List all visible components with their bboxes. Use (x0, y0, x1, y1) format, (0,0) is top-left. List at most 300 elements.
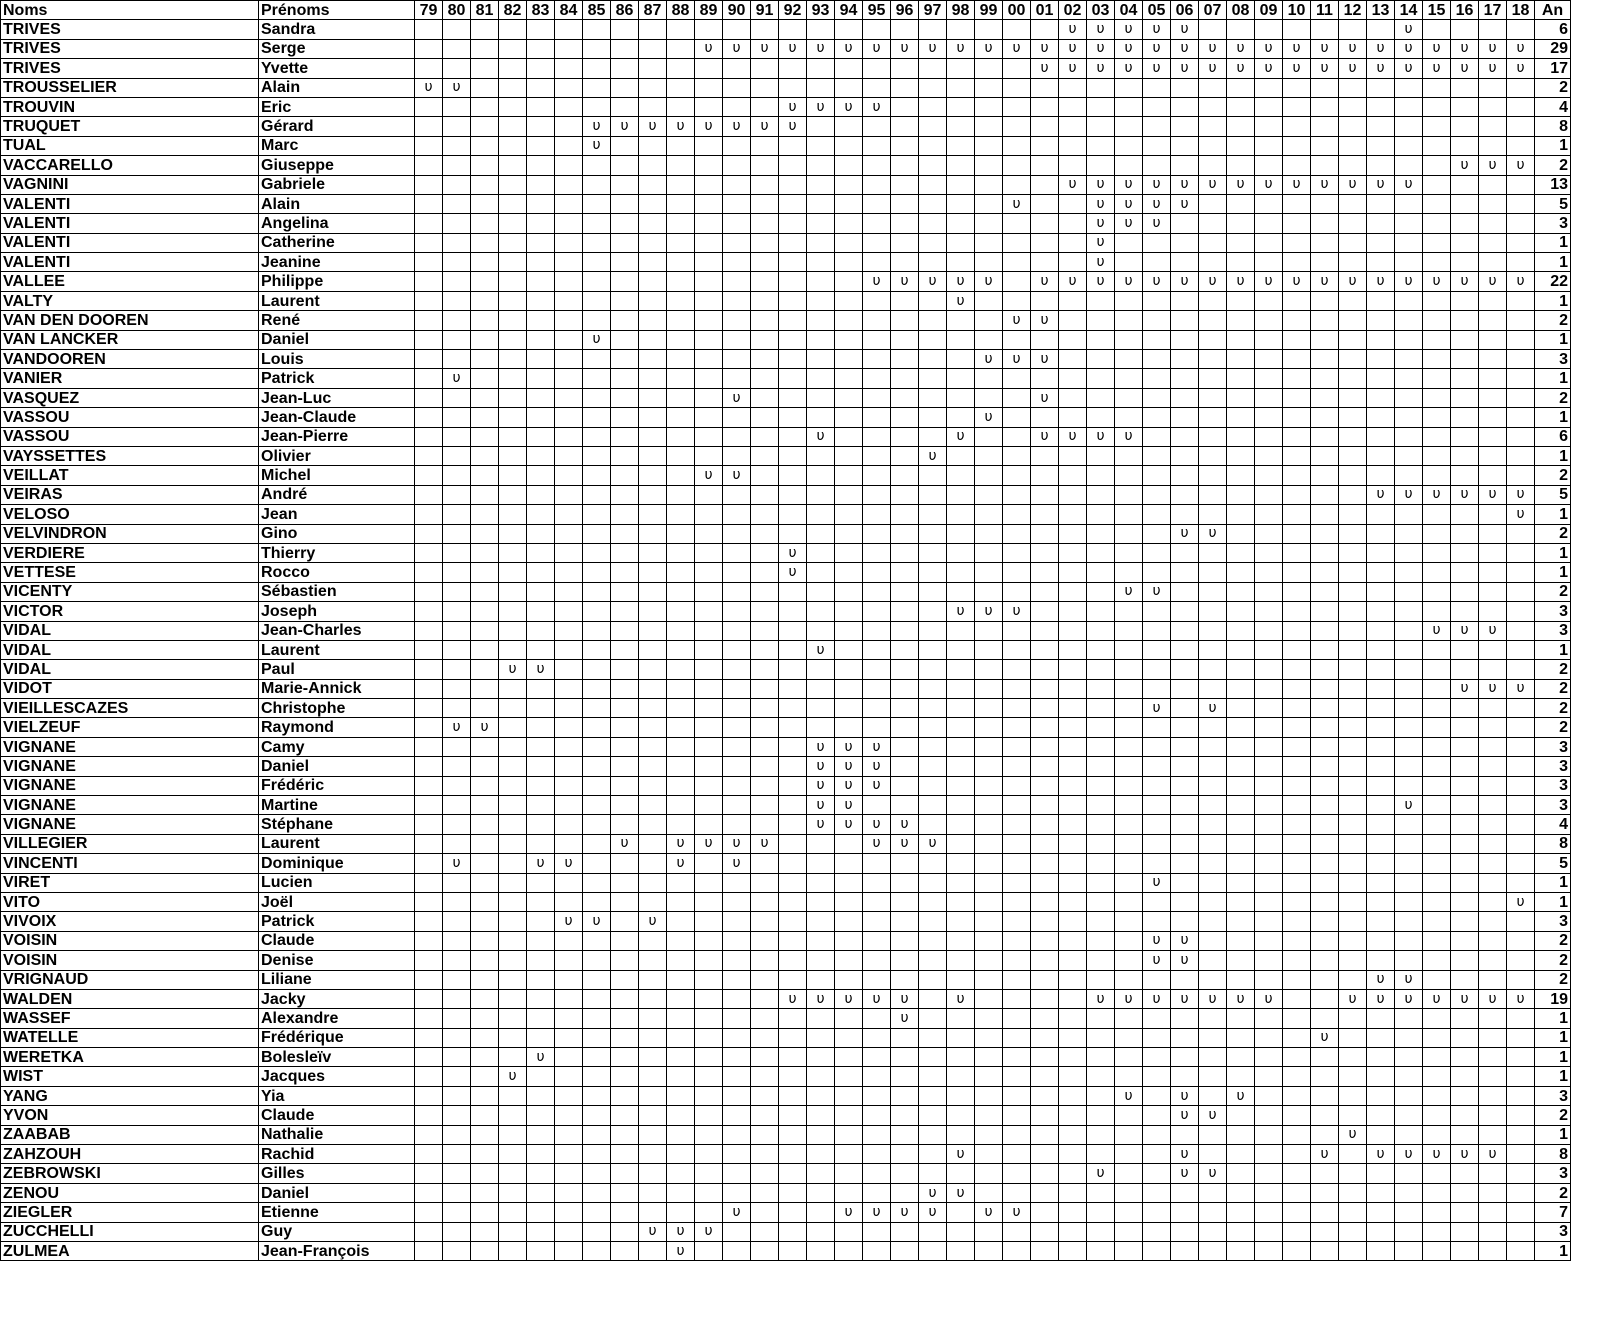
nom-cell: YVON (1, 1106, 259, 1125)
year-cell (1451, 369, 1479, 388)
year-cell (1227, 834, 1255, 853)
year-cell (1507, 253, 1535, 272)
year-cell (975, 97, 1003, 116)
year-cell (1199, 757, 1227, 776)
year-cell (639, 873, 667, 892)
year-cell (1367, 1067, 1395, 1086)
year-cell (527, 388, 555, 407)
year-cell (527, 485, 555, 504)
year-cell (1423, 1125, 1451, 1144)
year-cell (1283, 446, 1311, 465)
year-cell (1395, 1203, 1423, 1222)
year-cell (1339, 912, 1367, 931)
total-cell: 3 (1535, 912, 1571, 931)
year-cell (1451, 1028, 1479, 1047)
year-cell (1199, 408, 1227, 427)
year-cell (443, 970, 471, 989)
year-cell: υ (1115, 20, 1143, 39)
year-cell (555, 1048, 583, 1067)
year-cell (1199, 330, 1227, 349)
year-cell (1059, 602, 1087, 621)
year-cell (1283, 1086, 1311, 1105)
year-cell (1059, 350, 1087, 369)
year-cell (1115, 640, 1143, 659)
year-cell (667, 1125, 695, 1144)
year-cell (1479, 1183, 1507, 1202)
year-cell (835, 485, 863, 504)
year-cell (1395, 505, 1423, 524)
year-cell (499, 1222, 527, 1241)
year-cell (751, 97, 779, 116)
year-cell (891, 350, 919, 369)
year-cell (443, 796, 471, 815)
year-cell (919, 20, 947, 39)
year-cell (751, 485, 779, 504)
year-cell (1451, 757, 1479, 776)
year-cell (667, 582, 695, 601)
prenom-cell: Paul (259, 660, 415, 679)
year-cell (555, 350, 583, 369)
year-cell: υ (891, 815, 919, 834)
year-cell (1143, 892, 1171, 911)
year-cell (1199, 1242, 1227, 1261)
year-cell (1255, 1086, 1283, 1105)
year-cell (1227, 815, 1255, 834)
year-cell (695, 136, 723, 155)
table-row (1, 214, 1571, 233)
year-cell (527, 543, 555, 562)
year-cell (527, 602, 555, 621)
year-cell: υ (1395, 796, 1423, 815)
year-cell (1283, 602, 1311, 621)
total-cell: 2 (1535, 156, 1571, 175)
year-cell (639, 1067, 667, 1086)
year-cell: υ (1059, 20, 1087, 39)
year-cell (1031, 621, 1059, 640)
year-cell (1255, 970, 1283, 989)
year-cell (1115, 330, 1143, 349)
year-cell (1255, 912, 1283, 931)
year-cell: υ (1199, 175, 1227, 194)
year-cell (1087, 1009, 1115, 1028)
total-cell: 6 (1535, 427, 1571, 446)
prenom-cell: Rachid (259, 1145, 415, 1164)
year-cell (415, 1242, 443, 1261)
year-cell (415, 156, 443, 175)
year-cell (1451, 466, 1479, 485)
year-cell (555, 1242, 583, 1261)
year-cell (583, 989, 611, 1008)
year-cell (1255, 679, 1283, 698)
year-cell (1199, 505, 1227, 524)
year-cell (891, 737, 919, 756)
year-cell (499, 1203, 527, 1222)
year-cell (891, 563, 919, 582)
year-cell (1227, 117, 1255, 136)
year-cell (527, 970, 555, 989)
year-cell (443, 466, 471, 485)
year-cell (1143, 1164, 1171, 1183)
year-cell (1367, 330, 1395, 349)
header-prenom: Prénoms (259, 1, 415, 20)
year-cell (751, 602, 779, 621)
year-cell: υ (1087, 194, 1115, 213)
year-cell (723, 718, 751, 737)
year-cell (667, 660, 695, 679)
year-cell (583, 873, 611, 892)
year-cell (1059, 408, 1087, 427)
year-cell (527, 699, 555, 718)
total-cell: 2 (1535, 1106, 1571, 1125)
year-cell (1367, 1164, 1395, 1183)
year-cell (583, 194, 611, 213)
year-cell (1507, 621, 1535, 640)
year-cell (723, 253, 751, 272)
year-cell (583, 1183, 611, 1202)
year-cell (695, 1164, 723, 1183)
year-cell (1143, 466, 1171, 485)
year-cell (1283, 563, 1311, 582)
year-cell (1115, 737, 1143, 756)
total-cell: 1 (1535, 136, 1571, 155)
nom-cell: TRIVES (1, 39, 259, 58)
year-cell (751, 1145, 779, 1164)
year-cell (1031, 737, 1059, 756)
year-cell (415, 388, 443, 407)
year-cell (1507, 214, 1535, 233)
year-cell (1479, 427, 1507, 446)
year-cell: υ (1451, 989, 1479, 1008)
total-cell: 7 (1535, 1203, 1571, 1222)
year-cell (1283, 194, 1311, 213)
year-cell (499, 1009, 527, 1028)
year-cell (1115, 970, 1143, 989)
year-cell (415, 970, 443, 989)
year-cell (1395, 757, 1423, 776)
year-cell (1143, 660, 1171, 679)
year-cell (611, 1222, 639, 1241)
year-cell (695, 815, 723, 834)
year-cell (751, 679, 779, 698)
header-year: 80 (443, 1, 471, 20)
year-cell (1031, 78, 1059, 97)
year-cell (947, 78, 975, 97)
year-cell (1423, 1086, 1451, 1105)
year-cell (415, 873, 443, 892)
year-cell (1059, 776, 1087, 795)
header-year: 07 (1199, 1, 1227, 20)
year-cell (723, 1222, 751, 1241)
year-cell (1395, 446, 1423, 465)
year-cell (443, 989, 471, 1008)
year-cell (1227, 873, 1255, 892)
year-cell: υ (1143, 194, 1171, 213)
year-cell (583, 350, 611, 369)
year-cell (527, 1203, 555, 1222)
table-row (1, 39, 1571, 58)
year-cell (1227, 1242, 1255, 1261)
year-cell (723, 660, 751, 679)
year-cell (499, 253, 527, 272)
year-cell (583, 640, 611, 659)
year-cell (779, 582, 807, 601)
year-cell (1311, 989, 1339, 1008)
year-cell (1339, 834, 1367, 853)
header-year: 79 (415, 1, 443, 20)
year-cell (1227, 253, 1255, 272)
year-cell (1087, 505, 1115, 524)
year-cell (695, 1067, 723, 1086)
year-cell (471, 989, 499, 1008)
year-cell (835, 543, 863, 562)
table-row (1, 350, 1571, 369)
year-cell (975, 1086, 1003, 1105)
year-cell (1003, 1164, 1031, 1183)
year-cell (555, 505, 583, 524)
year-cell (807, 175, 835, 194)
year-cell (1255, 408, 1283, 427)
year-cell (1031, 699, 1059, 718)
year-cell (1507, 582, 1535, 601)
year-cell: υ (1367, 175, 1395, 194)
year-cell (1395, 621, 1423, 640)
year-cell (1059, 621, 1087, 640)
year-cell (1227, 563, 1255, 582)
prenom-cell: Nathalie (259, 1125, 415, 1144)
year-cell (443, 233, 471, 252)
year-cell (1003, 563, 1031, 582)
table-row (1, 1028, 1571, 1047)
year-cell (695, 854, 723, 873)
year-cell (1003, 1183, 1031, 1202)
year-cell (1171, 796, 1199, 815)
year-cell (415, 1183, 443, 1202)
year-cell: υ (1143, 214, 1171, 233)
year-cell (891, 78, 919, 97)
year-cell (443, 660, 471, 679)
year-cell (779, 834, 807, 853)
year-cell (1199, 369, 1227, 388)
year-cell (975, 660, 1003, 679)
year-cell (891, 505, 919, 524)
table-row (1, 621, 1571, 640)
year-cell (1283, 543, 1311, 562)
year-cell (1283, 1183, 1311, 1202)
year-cell (527, 621, 555, 640)
year-cell (1339, 97, 1367, 116)
year-cell (1423, 1106, 1451, 1125)
year-cell: υ (499, 660, 527, 679)
header-year: 98 (947, 1, 975, 20)
year-cell (1423, 1067, 1451, 1086)
year-cell (443, 291, 471, 310)
year-cell (1423, 970, 1451, 989)
year-cell: υ (975, 1203, 1003, 1222)
year-cell (695, 350, 723, 369)
year-cell (1143, 408, 1171, 427)
year-cell (527, 1009, 555, 1028)
year-cell (667, 1086, 695, 1105)
year-cell: υ (1031, 272, 1059, 291)
year-cell (1115, 136, 1143, 155)
nom-cell: ZULMEA (1, 1242, 259, 1261)
year-cell (723, 330, 751, 349)
header-year: 96 (891, 1, 919, 20)
year-cell (1003, 582, 1031, 601)
year-cell (1339, 446, 1367, 465)
year-cell (835, 1106, 863, 1125)
year-cell (555, 1164, 583, 1183)
year-cell: υ (835, 737, 863, 756)
year-cell: υ (751, 39, 779, 58)
total-cell: 3 (1535, 757, 1571, 776)
year-cell (1087, 970, 1115, 989)
year-cell (1479, 970, 1507, 989)
total-cell: 2 (1535, 1183, 1571, 1202)
year-cell (807, 660, 835, 679)
year-cell (1367, 1009, 1395, 1028)
prenom-cell: Gérard (259, 117, 415, 136)
year-cell (471, 466, 499, 485)
year-cell (1423, 194, 1451, 213)
year-cell (639, 1125, 667, 1144)
year-cell (1087, 582, 1115, 601)
year-cell (443, 543, 471, 562)
year-cell (1059, 233, 1087, 252)
prenom-cell: Jacky (259, 989, 415, 1008)
year-cell (555, 1086, 583, 1105)
year-cell (695, 78, 723, 97)
year-cell (443, 446, 471, 465)
year-cell (751, 776, 779, 795)
year-cell (751, 970, 779, 989)
year-cell (947, 931, 975, 950)
nom-cell: VACCARELLO (1, 156, 259, 175)
year-cell (667, 1106, 695, 1125)
year-cell (1171, 1048, 1199, 1067)
year-cell (1423, 524, 1451, 543)
year-cell (555, 136, 583, 155)
year-cell (1031, 369, 1059, 388)
year-cell (1507, 1009, 1535, 1028)
year-cell (695, 757, 723, 776)
year-cell (611, 78, 639, 97)
year-cell (1171, 776, 1199, 795)
year-cell (835, 175, 863, 194)
prenom-cell: Angelina (259, 214, 415, 233)
year-cell (947, 408, 975, 427)
prenom-cell: Gino (259, 524, 415, 543)
year-cell (1395, 388, 1423, 407)
year-cell (1507, 873, 1535, 892)
year-cell (1087, 1086, 1115, 1105)
year-cell (443, 1164, 471, 1183)
year-cell (947, 59, 975, 78)
year-cell (1339, 1145, 1367, 1164)
year-cell (975, 117, 1003, 136)
year-cell (919, 815, 947, 834)
prenom-cell: Laurent (259, 640, 415, 659)
year-cell (639, 59, 667, 78)
year-cell (723, 970, 751, 989)
year-cell (975, 59, 1003, 78)
year-cell (1087, 543, 1115, 562)
year-cell (947, 253, 975, 272)
year-cell (667, 1203, 695, 1222)
year-cell (1199, 485, 1227, 504)
year-cell (807, 350, 835, 369)
year-cell (695, 1183, 723, 1202)
year-cell (1255, 311, 1283, 330)
year-cell (415, 602, 443, 621)
year-cell: υ (1255, 39, 1283, 58)
year-cell (1367, 136, 1395, 155)
year-cell (1283, 1203, 1311, 1222)
year-cell (1143, 369, 1171, 388)
year-cell (723, 350, 751, 369)
year-cell (555, 446, 583, 465)
year-cell (1395, 291, 1423, 310)
year-cell: υ (807, 776, 835, 795)
year-cell (583, 757, 611, 776)
year-cell (1255, 892, 1283, 911)
year-cell (1227, 505, 1255, 524)
total-cell: 4 (1535, 97, 1571, 116)
year-cell (695, 311, 723, 330)
year-cell (835, 1067, 863, 1086)
year-cell (499, 20, 527, 39)
year-cell (1367, 563, 1395, 582)
year-cell (1311, 582, 1339, 601)
year-cell (1451, 1222, 1479, 1241)
year-cell (919, 136, 947, 155)
year-cell (695, 214, 723, 233)
year-cell (1059, 854, 1087, 873)
year-cell (1367, 20, 1395, 39)
year-cell: υ (1227, 1086, 1255, 1105)
year-cell (1031, 136, 1059, 155)
year-cell (919, 156, 947, 175)
year-cell (1227, 640, 1255, 659)
nom-cell: VIGNANE (1, 776, 259, 795)
year-cell (1171, 1009, 1199, 1028)
year-cell (779, 796, 807, 815)
header-year: 14 (1395, 1, 1423, 20)
year-cell (807, 156, 835, 175)
year-cell: υ (947, 602, 975, 621)
year-cell (1087, 1067, 1115, 1086)
year-cell (947, 194, 975, 213)
year-cell (415, 408, 443, 427)
year-cell (1003, 330, 1031, 349)
year-cell (1227, 970, 1255, 989)
year-cell (415, 369, 443, 388)
year-cell (639, 156, 667, 175)
year-cell: υ (863, 97, 891, 116)
year-cell (1115, 1067, 1143, 1086)
year-cell (1255, 951, 1283, 970)
year-cell (1507, 1086, 1535, 1105)
year-cell (751, 446, 779, 465)
year-cell (1003, 776, 1031, 795)
year-cell (1283, 20, 1311, 39)
year-cell (555, 427, 583, 446)
year-cell (1087, 408, 1115, 427)
year-cell (415, 1106, 443, 1125)
year-cell (1255, 699, 1283, 718)
year-cell (1199, 446, 1227, 465)
year-cell (863, 602, 891, 621)
